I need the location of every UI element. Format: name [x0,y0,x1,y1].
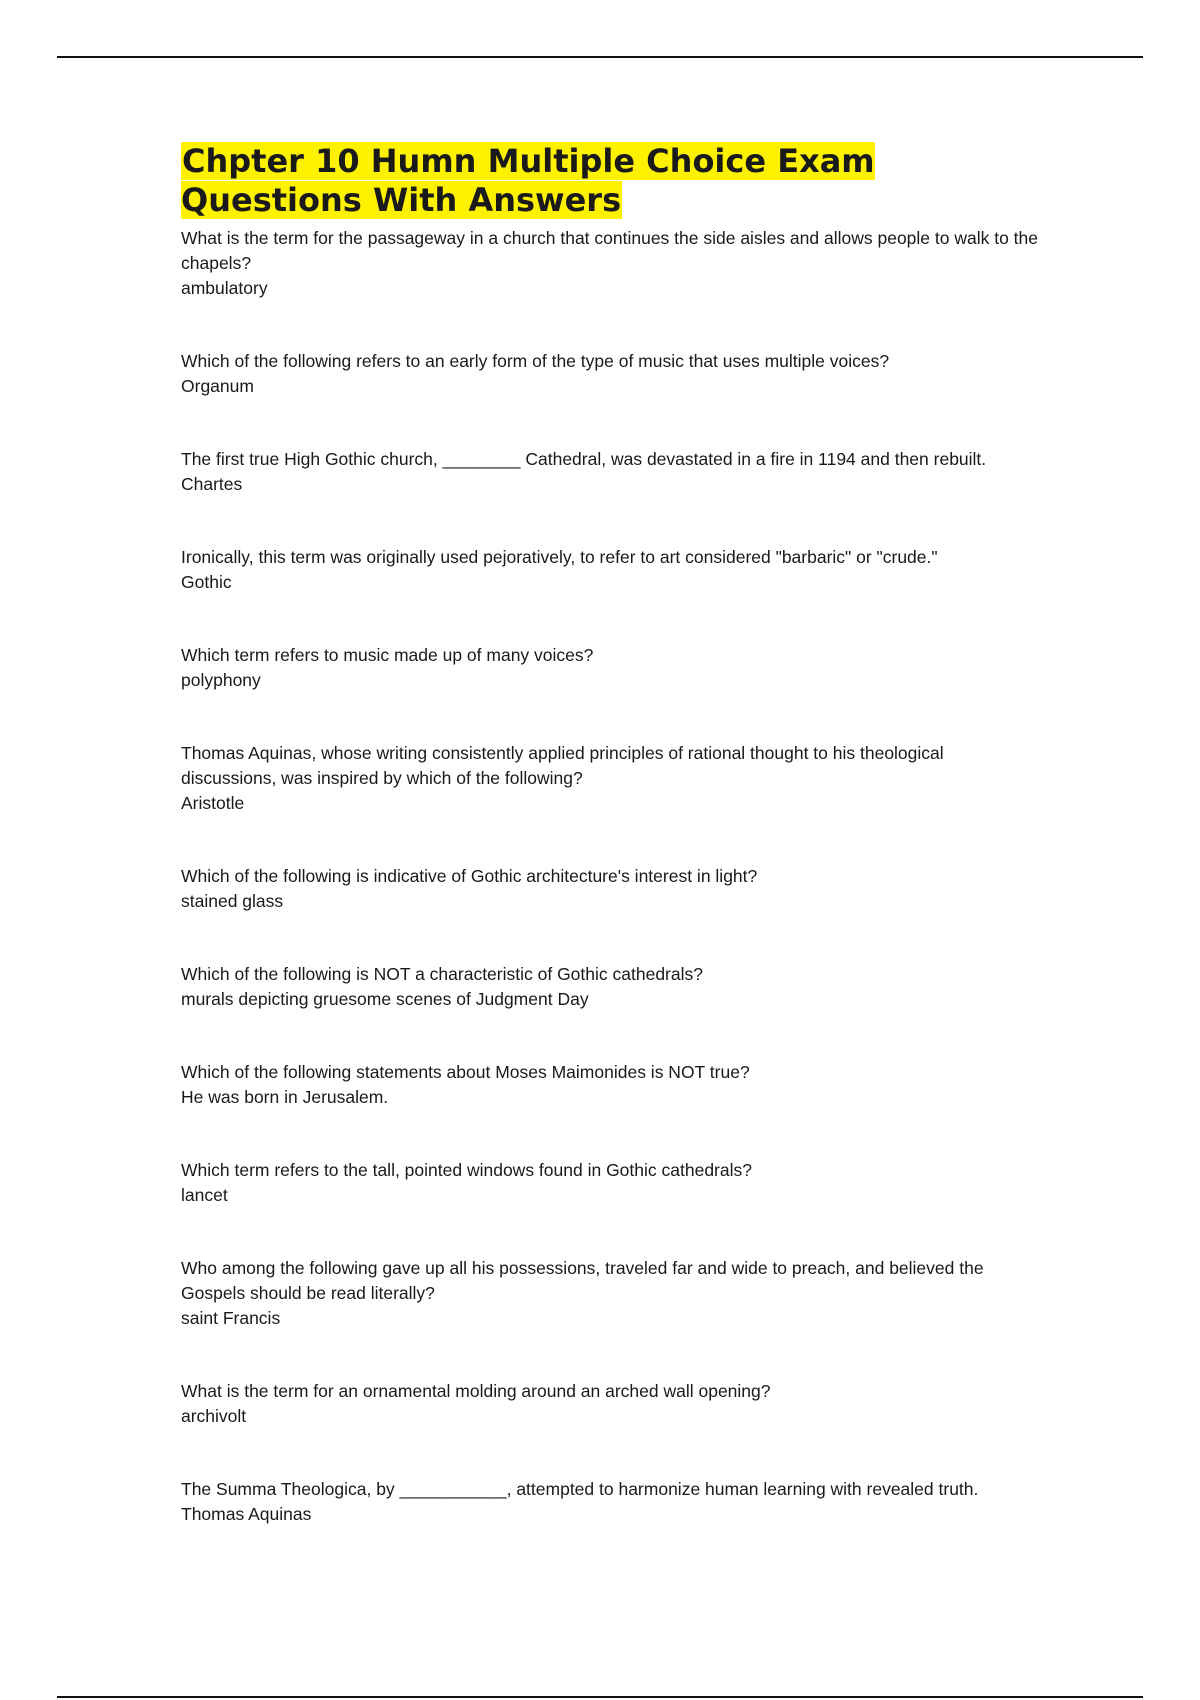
answer-text: Thomas Aquinas [181,1504,312,1524]
qa-item [181,643,1041,693]
question-text: Which of the following statements about Moses Maimonides is NOT true? [181,1062,750,1082]
answer-text: archivolt [181,1406,247,1426]
bottom-rule [57,1696,1143,1698]
top-rule [57,56,1143,58]
question-text: Who among the following gave up all his possessions, traveled far and wide to preach, and believed the Gospels should be read literally? [181,1258,984,1303]
qa-item [181,1379,1041,1429]
answer-text: Aristotle [181,793,245,813]
qa-item [181,226,1041,301]
qa-item [181,1158,1041,1208]
question-text: Which of the following refers to an early form of the type of music that uses multiple voices? [181,351,890,371]
qa-item [181,349,1041,399]
title-highlight: Chpter 10 Humn Multiple Choice Exam Questions With Answers [181,142,875,219]
question-text: Which of the following is NOT a characteristic of Gothic cathedrals? [181,964,703,984]
answer-text: lancet [181,1185,228,1205]
question-list [181,226,1041,1527]
qa-item [181,864,1041,914]
answer-text: ambulatory [181,278,268,298]
qa-item [181,1256,1041,1331]
qa-item [181,447,1041,497]
answer-text: saint Francis [181,1308,281,1328]
question-text: Which term refers to the tall, pointed windows found in Gothic cathedrals? [181,1160,752,1180]
answer-text: Chartes [181,474,243,494]
answer-text: Organum [181,376,254,396]
answer-text: polyphony [181,670,261,690]
qa-item [181,1060,1041,1110]
answer-text: Gothic [181,572,232,592]
question-text: The Summa Theologica, by ___________, attempted to harmonize human learning with revealed truth. [181,1479,979,1499]
question-text: What is the term for the passageway in a church that continues the side aisles and allows people to walk to the chapels? [181,228,1039,273]
answer-text: murals depicting gruesome scenes of Judgment Day [181,989,589,1009]
qa-item [181,962,1041,1012]
answer-text: He was born in Jerusalem. [181,1087,389,1107]
document-title [181,142,1041,220]
qa-item [181,1477,1041,1527]
answer-text: stained glass [181,891,284,911]
question-text: Which of the following is indicative of Gothic architecture's interest in light? [181,866,758,886]
document-body [181,142,1041,1527]
question-text: Thomas Aquinas, whose writing consistently applied principles of rational thought to his theological discussions, was inspired by which of the following? [181,743,944,788]
question-text: Ironically, this term was originally used pejoratively, to refer to art considered "barbaric" or "crude." [181,547,938,567]
question-text: Which term refers to music made up of many voices? [181,645,594,665]
question-text: The first true High Gothic church, ________ Cathedral, was devastated in a fire in 1194 and then rebuilt. [181,449,987,469]
qa-item [181,741,1041,816]
qa-item [181,545,1041,595]
question-text: What is the term for an ornamental molding around an arched wall opening? [181,1381,771,1401]
